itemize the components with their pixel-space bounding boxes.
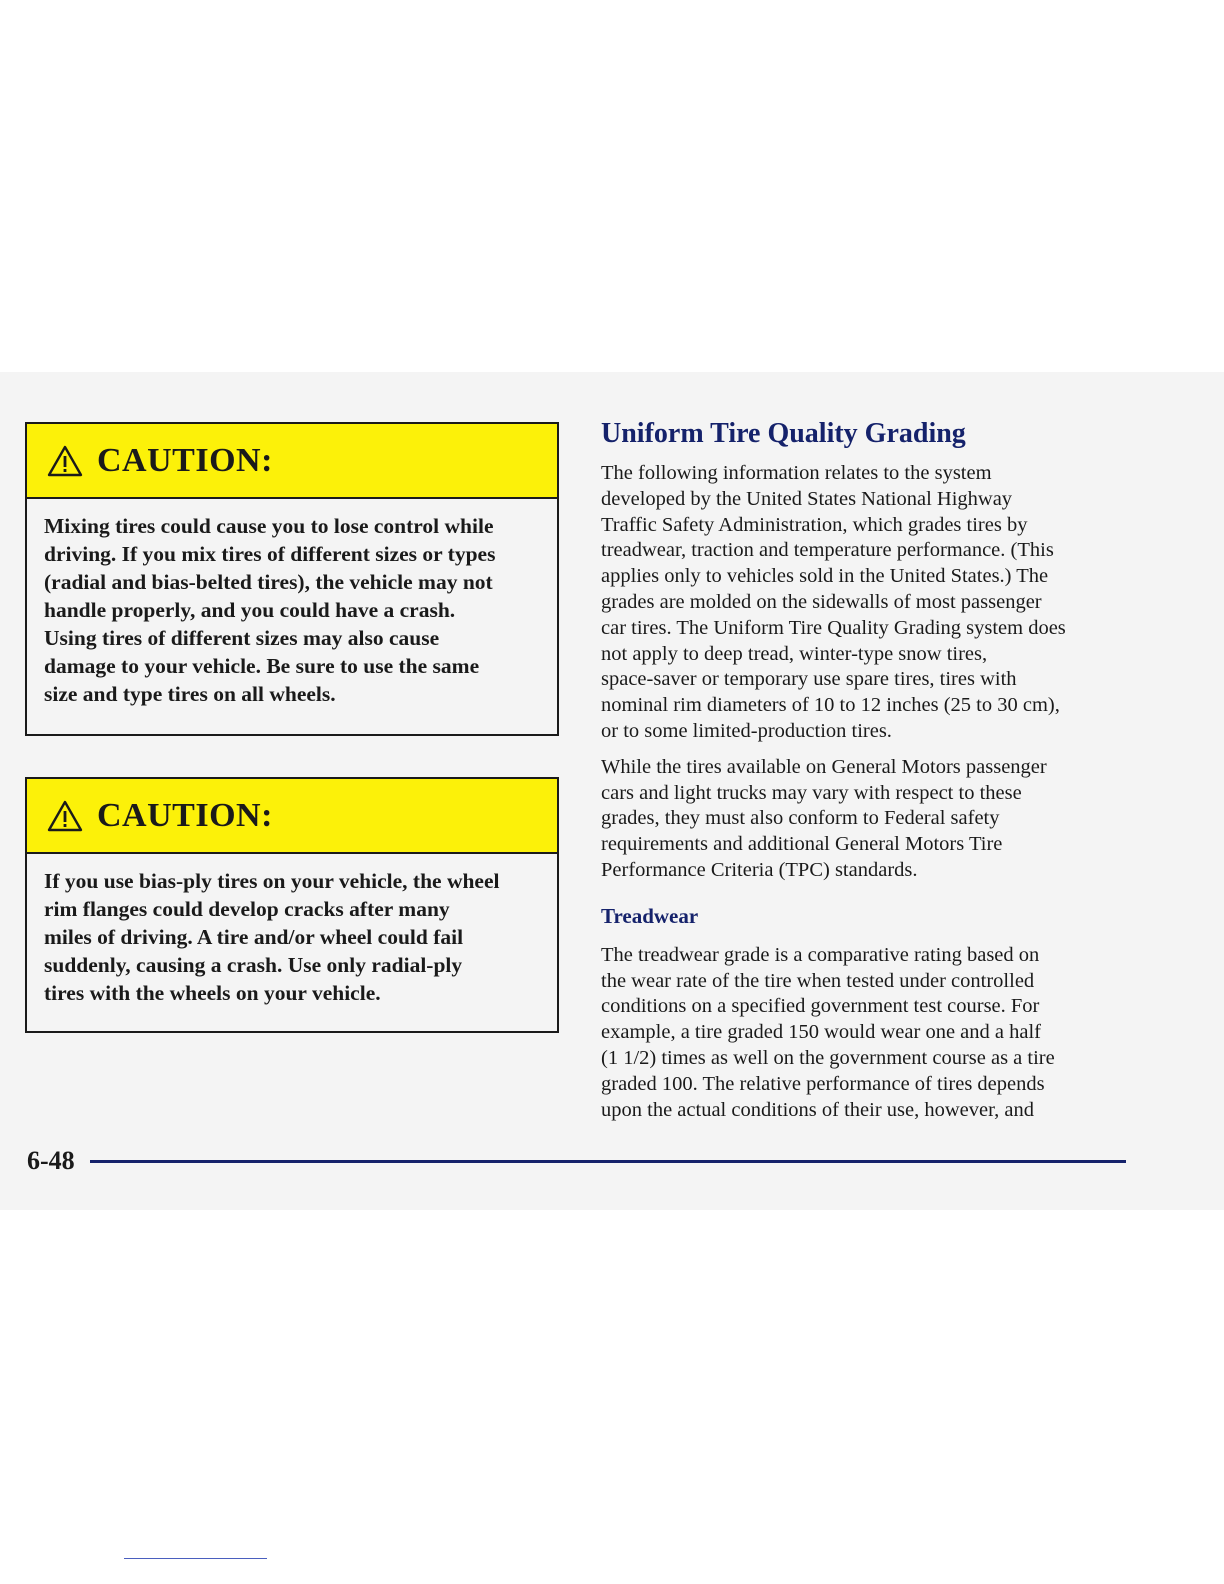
caution-header xyxy=(27,424,557,499)
caution-box-mixing-tires xyxy=(25,422,559,736)
caution-line: Mixing tires could cause you to lose control while xyxy=(44,514,494,538)
caution-line: If you use bias-ply tires on your vehicle, the wheel xyxy=(44,869,500,893)
subheading-treadwear: Treadwear xyxy=(601,903,699,928)
paragraph-gm-tires xyxy=(601,755,1161,884)
paragraph-treadwear xyxy=(601,943,1161,1124)
caution-line: tires with the wheels on your vehicle. xyxy=(44,981,381,1005)
right-column xyxy=(601,418,1161,1123)
text-line: requirements and additional General Motors Tire xyxy=(601,833,1003,856)
caution-header xyxy=(27,779,557,854)
page-number: 6-48 xyxy=(27,1146,75,1175)
caution-box-bias-ply xyxy=(25,777,559,1033)
caution-line: Using tires of different sizes may also cause xyxy=(44,626,440,650)
text-line: The treadwear grade is a comparative rating based on xyxy=(601,943,1040,966)
bottom-underline xyxy=(124,1558,267,1559)
warning-triangle-icon xyxy=(47,800,83,832)
caution-line: driving. If you mix tires of different sizes or types xyxy=(44,542,496,566)
caution-line: rim flanges could develop cracks after many xyxy=(44,897,450,921)
text-line: cars and light trucks may vary with respect to these xyxy=(601,781,1022,804)
text-line: (1 1/2) times as well on the government course as a tire xyxy=(601,1046,1055,1069)
text-line: nominal rim diameters of 10 to 12 inches (25 to 30 cm), xyxy=(601,694,1060,717)
text-line: Traffic Safety Administration, which grades tires by xyxy=(601,513,1028,536)
text-line: or to some limited-production tires. xyxy=(601,719,892,742)
caution-text xyxy=(27,854,557,1023)
text-line: example, a tire graded 150 would wear one and a half xyxy=(601,1021,1041,1044)
caution-title: CAUTION: xyxy=(97,796,273,834)
caution-line: (radial and bias-belted tires), the vehicle may not xyxy=(44,570,493,594)
text-line: grades, they must also conform to Federal safety xyxy=(601,807,1000,830)
footer-rule xyxy=(90,1160,1126,1163)
caution-line: miles of driving. A tire and/or wheel could fail xyxy=(44,925,464,949)
text-line: The following information relates to the system xyxy=(601,462,992,484)
paragraph-intro xyxy=(601,461,1161,745)
text-line: applies only to vehicles sold in the United States.) The xyxy=(601,565,1049,588)
section-heading: Uniform Tire Quality Grading xyxy=(601,418,966,449)
caution-text xyxy=(27,499,557,724)
text-line: upon the actual conditions of their use, however, and xyxy=(601,1098,1034,1121)
text-line: developed by the United States National Highway xyxy=(601,487,1013,510)
caution-line: suddenly, causing a crash. Use only radial-ply xyxy=(44,953,463,977)
text-line: the wear rate of the tire when tested under controlled xyxy=(601,969,1035,992)
warning-triangle-icon xyxy=(47,445,83,477)
text-line: car tires. The Uniform Tire Quality Grading system does xyxy=(601,616,1066,639)
text-line: not apply to deep tread, winter-type snow tires, xyxy=(601,642,988,665)
text-line: conditions on a specified government test course. For xyxy=(601,995,1040,1018)
text-line: treadwear, traction and temperature performance. (This xyxy=(601,539,1054,562)
text-line: Performance Criteria (TPC) standards. xyxy=(601,858,918,881)
text-line: While the tires available on General Motors passenger xyxy=(601,755,1047,778)
caution-line: size and type tires on all wheels. xyxy=(44,682,336,706)
caution-line: damage to your vehicle. Be sure to use the same xyxy=(44,654,480,678)
caution-title: CAUTION: xyxy=(97,441,273,479)
text-line: graded 100. The relative performance of tires depends xyxy=(601,1072,1045,1095)
text-line: space-saver or temporary use spare tires, tires with xyxy=(601,668,1017,691)
text-line: grades are molded on the sidewalls of most passenger xyxy=(601,590,1042,613)
caution-line: handle properly, and you could have a crash. xyxy=(44,598,456,622)
